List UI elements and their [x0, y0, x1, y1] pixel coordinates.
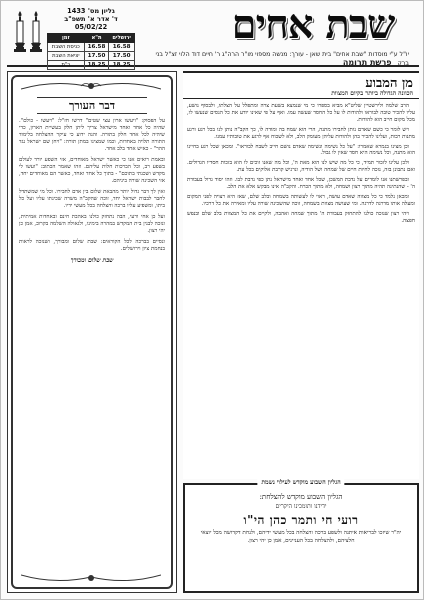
dedication-line: ידידנו ותומכינו היקרים [275, 503, 327, 510]
editorial-paragraph: ובאמת רואים אנו כי כאשר ישראל מאוחדים, אזי השפע יורד לעולם בשפע רב, וכל הברכות חלות עליהם. וזהו שאמר הכתוב: "ועשו לי מקדש ושכנתי בתוכם" - בתוך כל אחד ואחד, כאשר הם מאוחדים יחד, אזי השכינה שורה ביניהם. [19, 157, 165, 184]
dedication-line: הגליון השבוע מוקדש להצלחת: [259, 493, 343, 501]
editorial-column [7, 71, 177, 593]
times-header: ירושלים [109, 34, 135, 43]
dedication-text: יה"ר שיזכו לבריאות איתנה ולשפע ברכה והצלחה בכל מעשי ידיהם, ולנחת דקדושה מכל יוצאי חלציהם, ולהצלחה בכל העניינים, אמן כן יהי רצון. [200, 530, 402, 544]
article-header [183, 71, 419, 99]
issue-info-box [47, 7, 135, 68]
candle-icon [29, 9, 43, 53]
time-value: 18.25 [84, 61, 109, 70]
time-label: כניסת השבת [48, 43, 85, 52]
table-row [48, 52, 135, 61]
editorial-signature: שבת שלום ומבורך [70, 257, 114, 264]
dedication-name: רועי חי ותמר כהן הי"ו [243, 513, 359, 527]
parsha-name: פרשת תרומה [342, 58, 392, 67]
article-paragraph: ולכן עלינו לזכור תמיד, כי כל מה שיש לנו הוא מאת ה', וכל מה שאנו זוכים לו הוא בזכות חסדיו הגדולים. ואם נתבונן בזה, נזכה לחיות חיים של שמחה ושל הודיה, ונרגיש קרבת אלוקים בכל עת. [187, 160, 415, 174]
article-body [183, 99, 419, 225]
newsletter-title: שבת אחים [231, 1, 395, 48]
article-subtitle: הכוונה הגדולה ביותר בקיום המצוות [331, 90, 413, 97]
editorial-paragraph: ועל כן אחי ורעי, הבה נתחזק כולנו באהבת חינם ובאחדות אמיתית, ונזכה לבנין בית המקדש במהרה בימינו, ולגאולה השלמה בקרוב, אמן כן יהי רצון. [19, 214, 165, 234]
time-value: 18.25 [109, 61, 135, 70]
table-row [48, 61, 135, 70]
article-paragraph: ויהי רצון שנזכה כולנו להתחזק בעבודת ה' מתוך שמחה ואהבה, ולקיים את כל המצוות בלב שלם ובנפש חפצה. [187, 210, 415, 224]
time-value: 16.58 [84, 43, 109, 52]
times-header: זמן [48, 34, 85, 43]
dedication-label: הגליון השבוע מוקדש לעילוי נשמת [257, 479, 344, 486]
article-title: מן המבוע [365, 76, 413, 91]
article-paragraph: וכן מצינו בגמרא שאמרו: "על כל נשימה ונשימה שאדם נושם חייב לשבח לבוראו". ומכאן שכל רגע בחיינו הוא מתנה, וכל נשימה היא חסד שאין לו גבול. [187, 143, 415, 157]
masthead [7, 1, 419, 68]
article-paragraph: ויש לומר כי כשם שאדם נותן לחבירו מתנה, הרי הוא שמח בה ומודה לו, כך הקב"ה נותן לנו בכל רגע ורגע מתנות רבות, ועלינו להכיר בהן ולהודות עליהן מעומק הלב, ולא לשכוח אף לרגע את טובותיו עמנו. [187, 126, 415, 140]
issue-date: ד' אדר א' תשפ"ב 05/02/22 [64, 15, 118, 31]
time-value: 17.50 [109, 52, 135, 61]
publisher-line: יו"ל ע"י מוסדות "שבת אחים" בית שאן - עורך: מנשה מספוי מו"ר הרה"ג ר' חיים דוד הלוי זצ"ל בני ברק [155, 51, 409, 67]
article-paragraph: ומכאן נלמד כי כל מצווה שאדם עושה, ראוי לו לעשותה בשמחה ובלב שלם, שאז היא רצויה לפני המקום ומעלה אותו מדרגה לדרגה. ומי שעושה מצוות בשמחה, זוכה שהשכינה שורה עליו ומאירה את כל דרכיו. [187, 193, 415, 207]
article-paragraph: ובפרשתנו אנו לומדים על נדבת המשכן, שכל אחד ואחד מישראל נתן כפי נדבת לבו. וזהו יסוד גדול בעבודת ה' - שהנתינה תהיה מתוך רצון ושמחה, ולא מתוך הכרח. והקב"ה אינו מבקש אלא את הלב. [187, 177, 415, 191]
table-row [48, 43, 135, 52]
editorial-paragraph: ואין לך דבר גדול יותר מהבאת שלום בין אדם לחבירו. וכל מי שמשתדל לחבר לבבות ישראל יחד, זוכה שהקב"ה משרה שכינתו עליו ועל כל ביתו, ומשפיע עליו ברכה והצלחה בכל מעשי ידיו. [19, 189, 165, 209]
article-paragraph: הרב שלמה ולירשטיין שליט"א מביא בספרו כי מי שנמצא בשעת צרה ומתפלל על הצלתו, ולבסוף נושע, עליו להכיר טובה לבוראו ולהודות לו על כל החסד שעשה עמו. ואף על פי שאינו יודע את כל הנסים שנעשו לו, מכל מקום חייב הוא להודות. [187, 103, 415, 123]
shabbat-times-table [47, 33, 135, 70]
newsletter-subtitle [149, 51, 409, 68]
editorial-frame [11, 75, 173, 589]
ornament-icon [21, 79, 161, 93]
issue-number: גליון מס' 1433 [67, 7, 115, 15]
candle-icon [13, 9, 27, 53]
time-value: 16.58 [109, 43, 135, 52]
dedication-box [183, 479, 419, 593]
ornament-icon [21, 571, 161, 585]
editorial-title: דבר העורך [37, 97, 147, 114]
editorial-paragraph: ונסיים בברכה לכל הקוראים: שבת שלום ומבורך, ושנזכה לראות בנחמת ציון וירושלים. [19, 239, 165, 252]
editorial-paragraph: על הפסוק: "ויעשו ארון עצי שטים" דרשו חז"ל: "ויעשו - כולם". שהיה כל אחד ואחד מישראל צריך ליתן חלק בעשיית הארון, כדי שיהיה לכל אחד חלק בתורה. והנה ידוע כי עיקר ההצלחה בלימוד התורה תלויה באחדות, וכמו שמצינו במתן תורה: "ויחן שם ישראל נגד ההר" - כאיש אחד בלב אחד. [19, 118, 165, 152]
times-header: ת"א [84, 34, 109, 43]
time-label: ר"ת [48, 61, 85, 70]
time-label: יציאת השבת [48, 52, 85, 61]
article-column [183, 71, 419, 479]
time-value: 17.50 [84, 52, 109, 61]
